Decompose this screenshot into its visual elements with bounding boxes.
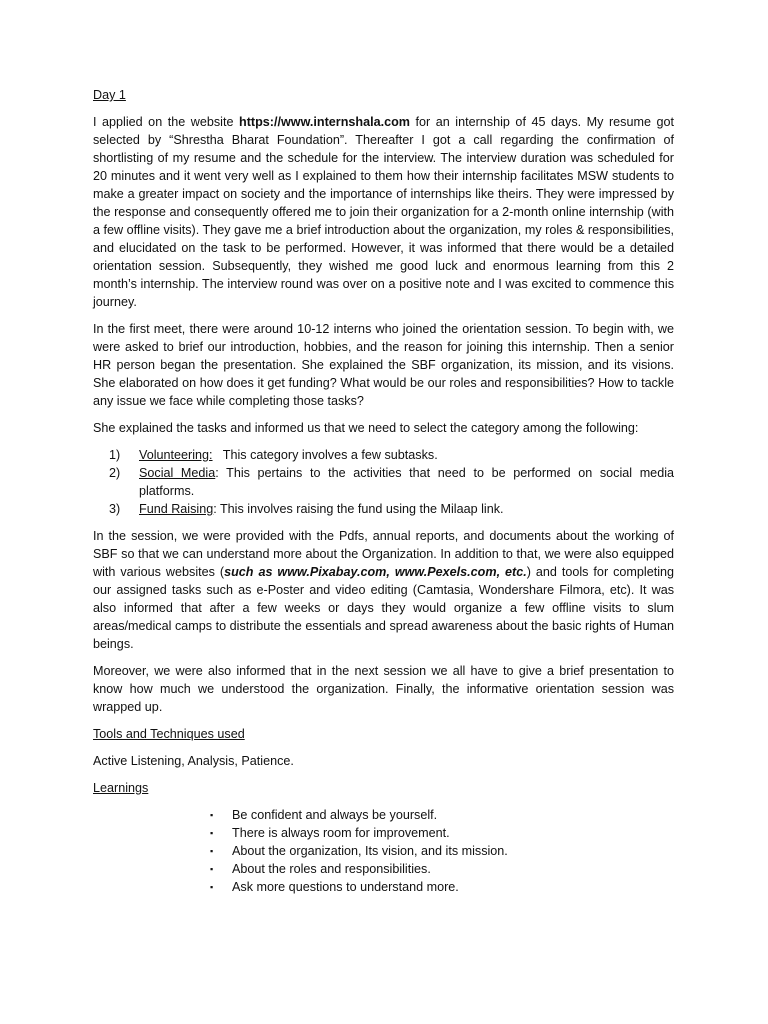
learning-text: Ask more questions to understand more. [232,880,459,894]
category-name: Fund Raising [139,502,214,516]
list-item [210,806,674,824]
para1-after-link: for an internship of 45 days. My resume got selected by “Shrestha Bharat Foundation”. Thereafter I got a call regarding the confirmation of shortlisting of my resume and the schedule for the interview. The interview duration was scheduled for 20 minutes and it went very well as I explained to them how their internship facilitates MSW students to make a greater impact on society and the importance of internships like theirs. They were impressed by the response and consequently offered me to join their organization for a 2-month online internship (with a few offline visits). They gave me a brief introduction about the organization, my roles & responsibilities, and elucidated on the task to be performed. However, it was informed that there would be a detailed orientation session. Subsequently, they wished me good luck and enormous learning from this 2 month’s internship. The interview round was over on a positive note and I was excited to commence this journey. [93,115,675,309]
paragraph-next-session: Moreover, we were also informed that in the next session we all have to give a brief presentation to know how much we understood the organization. Finally, the informative orientation session was wrapped up. [93,664,674,714]
list-item [109,446,674,464]
list-item [109,500,674,518]
para1-before-link: I applied on the website [93,115,240,129]
list-number: 1) [109,448,121,462]
website-examples: such as www.Pixabay.com, www.Pexels.com, etc. [224,565,527,579]
learnings-heading: Learnings [93,781,149,795]
learning-text: About the organization, Its vision, and its mission. [232,844,508,858]
learning-text: There is always room for improvement. [232,826,450,840]
category-desc: : This involves raising the fund using the Milaap link. [213,502,504,516]
list-item [210,860,674,878]
list-item [210,824,674,842]
tools-text: Active Listening, Analysis, Patience. [93,754,294,768]
paragraph-tasks-intro: She explained the tasks and informed us that we need to select the category among the following: [93,421,639,435]
category-desc: This category involves a few subtasks. [212,448,438,462]
list-item [210,878,674,896]
list-number: 2) [109,466,121,480]
list-item [109,464,674,500]
bullet-icon: ▪ [210,846,214,856]
bullet-icon: ▪ [210,810,214,820]
para4-before: In the session, we were provided with the Pdfs, annual reports, and documents about the working of SBF so that we can understand more about the Organization. In addition to that, we were also equipped with various websites ( [93,529,674,579]
learning-text: Be confident and always be yourself. [232,808,438,822]
list-number: 3) [109,502,121,516]
category-name: Volunteering: [139,448,213,462]
list-item [210,842,674,860]
document-page [93,86,674,896]
paragraph-session-resources [93,527,674,653]
tools-heading: Tools and Techniques used [93,727,245,741]
category-name: Social Media [139,466,216,480]
category-desc: : This pertains to the activities that need to be performed on social media platforms. [139,466,674,498]
bullet-icon: ▪ [210,864,214,874]
paragraph-application [93,113,674,311]
day-heading: Day 1 [93,88,126,102]
category-list [93,446,674,518]
paragraph-first-meet: In the first meet, there were around 10-12 interns who joined the orientation session. To begin with, we were asked to brief our introduction, hobbies, and the reason for joining this internship. Then a senior HR person began the presentation. She explained the SBF organization, its mission, and its visions. She elaborated on how does it get funding? What would be our roles and responsibilities? How to tackle any issue we face while completing those tasks? [93,322,674,408]
learnings-list [93,806,674,896]
internshala-link: https://www.internshala.com [239,115,410,129]
learning-text: About the roles and responsibilities. [232,862,431,876]
bullet-icon: ▪ [210,882,214,892]
para4-after: ) and tools for completing our assigned tasks such as e-Poster and video editing (Camtasia, Wondershare Filmora, etc). It was also informed that after a few weeks or days they would organize a few offline visits to slum areas/medical camps to distribute the essentials and spread awareness about the basic rights of Human beings. [93,565,675,651]
bullet-icon: ▪ [210,828,214,838]
